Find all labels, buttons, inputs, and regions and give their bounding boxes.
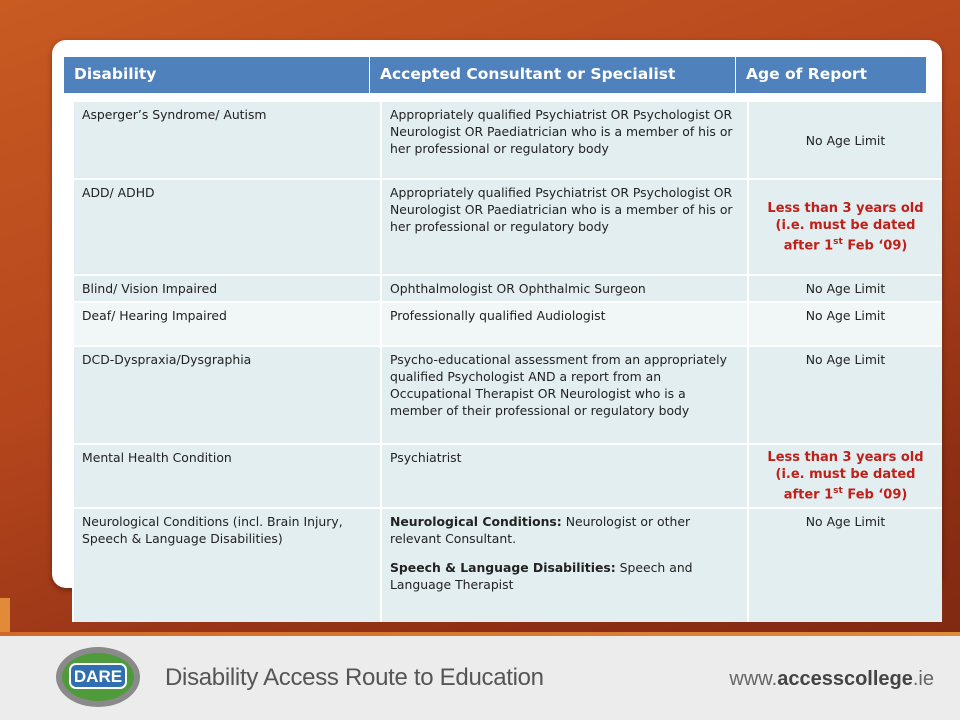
age-text-end: Feb ‘09)	[842, 238, 908, 254]
age-text: Less than 3 years old (i.e. must be dated after 1	[767, 450, 924, 503]
cell-age: No Age Limit	[748, 302, 942, 346]
table-row	[73, 179, 942, 275]
url-prefix: www.	[729, 668, 778, 690]
cell-age: No Age Limit	[748, 101, 942, 179]
cell-age: No Age Limit	[748, 346, 942, 444]
cell-consultant	[381, 508, 748, 622]
age-sup: st	[833, 236, 843, 247]
cell-disability: Mental Health Condition	[73, 444, 381, 508]
url-bold: accesscollege	[777, 668, 913, 690]
age-text: Less than 3 years old (i.e. must be dated after 1	[767, 200, 924, 254]
cell-age: No Age Limit	[748, 275, 942, 302]
cell-consultant: Psychiatrist	[381, 444, 748, 508]
footer-title: Disability Access Route to Education	[165, 664, 544, 691]
cell-consultant: Professionally qualified Audiologist	[381, 302, 748, 346]
cell-age-warning	[748, 179, 942, 275]
url-suffix: .ie	[912, 668, 934, 690]
dare-logo	[52, 644, 148, 710]
table-row	[73, 275, 942, 302]
cell-age: No Age Limit	[748, 508, 942, 622]
consultant-text-speech: Speech and Language Therapist	[390, 560, 693, 593]
cell-consultant: Ophthalmologist OR Ophthalmic Surgeon	[381, 275, 748, 302]
cell-disability: Blind/ Vision Impaired	[73, 275, 381, 302]
table-row	[73, 346, 942, 444]
age-text-end: Feb ‘09)	[842, 487, 908, 503]
consultant-label-neuro: Neurological Conditions:	[390, 514, 562, 530]
consultant-label-speech: Speech & Language Disabilities:	[390, 560, 616, 576]
cell-disability: DCD-Dyspraxia/Dysgraphia	[73, 346, 381, 444]
table-body-wrap	[72, 100, 942, 622]
logo-text: DARE	[73, 667, 123, 686]
age-sup: st	[833, 486, 843, 496]
cell-consultant: Appropriately qualified Psychiatrist OR Psychologist OR Neurologist OR Paediatrician who is a member of his or her professional or regulatory body	[381, 179, 748, 275]
header-consultant: Accepted Consultant or Specialist	[370, 57, 736, 93]
table-row	[73, 508, 942, 622]
table-row	[73, 302, 942, 346]
cell-disability: Deaf/ Hearing Impaired	[73, 302, 381, 346]
header-disability: Disability	[64, 57, 370, 93]
header-age: Age of Report	[746, 65, 868, 83]
consultant-text-neuro: Neurologist or other relevant Consultant.	[390, 514, 691, 547]
cell-consultant: Appropriately qualified Psychiatrist OR Psychologist OR Neurologist OR Paediatrician who is a member of his or her professional or regulatory body	[381, 101, 748, 179]
cell-disability: ADD/ ADHD	[73, 179, 381, 275]
table-row	[73, 444, 942, 508]
table-row	[73, 101, 942, 179]
requirements-table	[72, 100, 942, 622]
cell-age-warning	[748, 444, 942, 508]
cell-consultant: Psycho-educational assessment from an appropriately qualified Psychologist AND a report from an Occupational Therapist OR Neurologist who is a member of their professional or regulatory body	[381, 346, 748, 444]
cell-disability: Neurological Conditions (incl. Brain Injury, Speech & Language Disabilities)	[73, 508, 381, 622]
table-header	[64, 57, 926, 93]
footer-url[interactable]	[729, 668, 934, 691]
cell-disability: Asperger’s Syndrome/ Autism	[73, 101, 381, 179]
